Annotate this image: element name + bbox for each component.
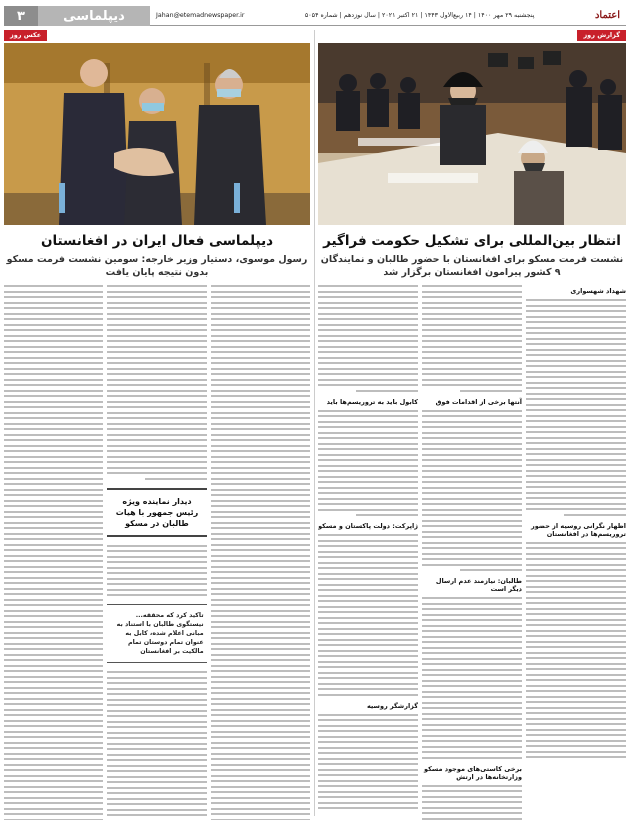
text-lines (422, 785, 522, 820)
left-body-col-2 (107, 285, 206, 820)
masthead (4, 6, 626, 26)
section-title: دیپلماسی (38, 6, 150, 26)
pull-quote-text: تاکید کرد که محققه... نیستگوی طالبان با استناد به مبانی اعلام شده، کابل به عنوان تمام دوستان تمام مالکیت بر افغانستان (116, 612, 204, 655)
story-photo-moscow-meeting (318, 43, 626, 225)
text-lines (318, 714, 418, 810)
right-headline: انتظار بین‌المللی برای تشکیل حکومت فراگیر (323, 233, 621, 249)
text-lines (422, 597, 522, 759)
text-lines (107, 545, 206, 597)
right-subtitle-6: برخی کاستی‌های موجود مسکو وزارتخانه‌ها در ارتش (424, 764, 522, 781)
website-link[interactable]: Jahan@etemadnewspaper.ir (156, 12, 245, 19)
text-lines (107, 671, 206, 820)
text-lines (107, 285, 206, 480)
boxout-title: دیدار نماینده ویژه رئیس جمهور با هیات طالبان در مسکو (115, 496, 199, 528)
right-story (318, 30, 626, 816)
text-lines (318, 410, 418, 517)
right-subtitle-4: اظهار نگرانی روسیه از حضور تروریسم‌ها در افغانستان (530, 521, 626, 538)
date-line: پنجشنبه ۲۹ مهر ۱۴۰۰ | ۱۴ ربیع‌الاول ۱۴۴۳ | ۲۱ اکتبر ۲۰۲۱ | سال نوزدهم | شماره ۵۰۵۴ (304, 12, 535, 19)
column-divider (314, 30, 315, 816)
right-subtitle-3: ژاپرکت: دولت پاکستان و مسکو (318, 522, 418, 530)
text-lines (526, 299, 626, 516)
story-tag (4, 30, 310, 41)
left-subhead: رسول موسوی، دستیار وزیر خارجه: سومین نشست فرمت مسکو بدون نتیجه پایان یافت (6, 254, 308, 278)
boxout (107, 488, 206, 537)
left-body-col-1 (211, 285, 310, 820)
text-lines (318, 534, 418, 696)
text-lines (4, 285, 103, 820)
right-subtitle-2: آنتها برخی از اقدامات فوق (435, 397, 522, 406)
left-body (4, 285, 310, 820)
left-story (4, 30, 310, 816)
story-tag-label: گزارش روز (577, 30, 626, 41)
right-subtitle-7: گزارشگر روسیه (366, 701, 418, 710)
right-body (318, 285, 626, 820)
story-tag-label: عکس روز (4, 30, 47, 41)
text-lines (422, 410, 522, 572)
right-subhead: نشست فرمت مسکو برای افغانستان با حضور طالبان و نمایندگان ۹ کشور پیرامون افغانستان برگزار شد (320, 254, 624, 278)
right-subtitle-1: کابول باید به تروریسم‌ها باید (326, 397, 418, 406)
right-byline: شهداد شهسواری (570, 287, 626, 295)
left-headline: دیپلماسی فعال ایران در افغانستان (40, 233, 274, 249)
text-lines (526, 542, 626, 759)
right-subtitle-5: طالبان: نیازمند عدم ارسال دیگر است (435, 577, 522, 593)
right-body-col-2 (422, 285, 522, 820)
story-photo-handshake (4, 43, 310, 225)
pull-quote (107, 604, 206, 663)
text-lines (318, 285, 418, 392)
text-lines (211, 285, 310, 820)
page-number: ۳ (4, 6, 38, 26)
story-tag (318, 30, 626, 41)
right-body-col-1 (526, 285, 626, 820)
right-body-col-3 (318, 285, 418, 820)
paper-info-bar (150, 6, 626, 26)
left-body-col-3 (4, 285, 103, 820)
text-lines (422, 285, 522, 392)
newspaper-logo: اعتماد (594, 10, 620, 21)
